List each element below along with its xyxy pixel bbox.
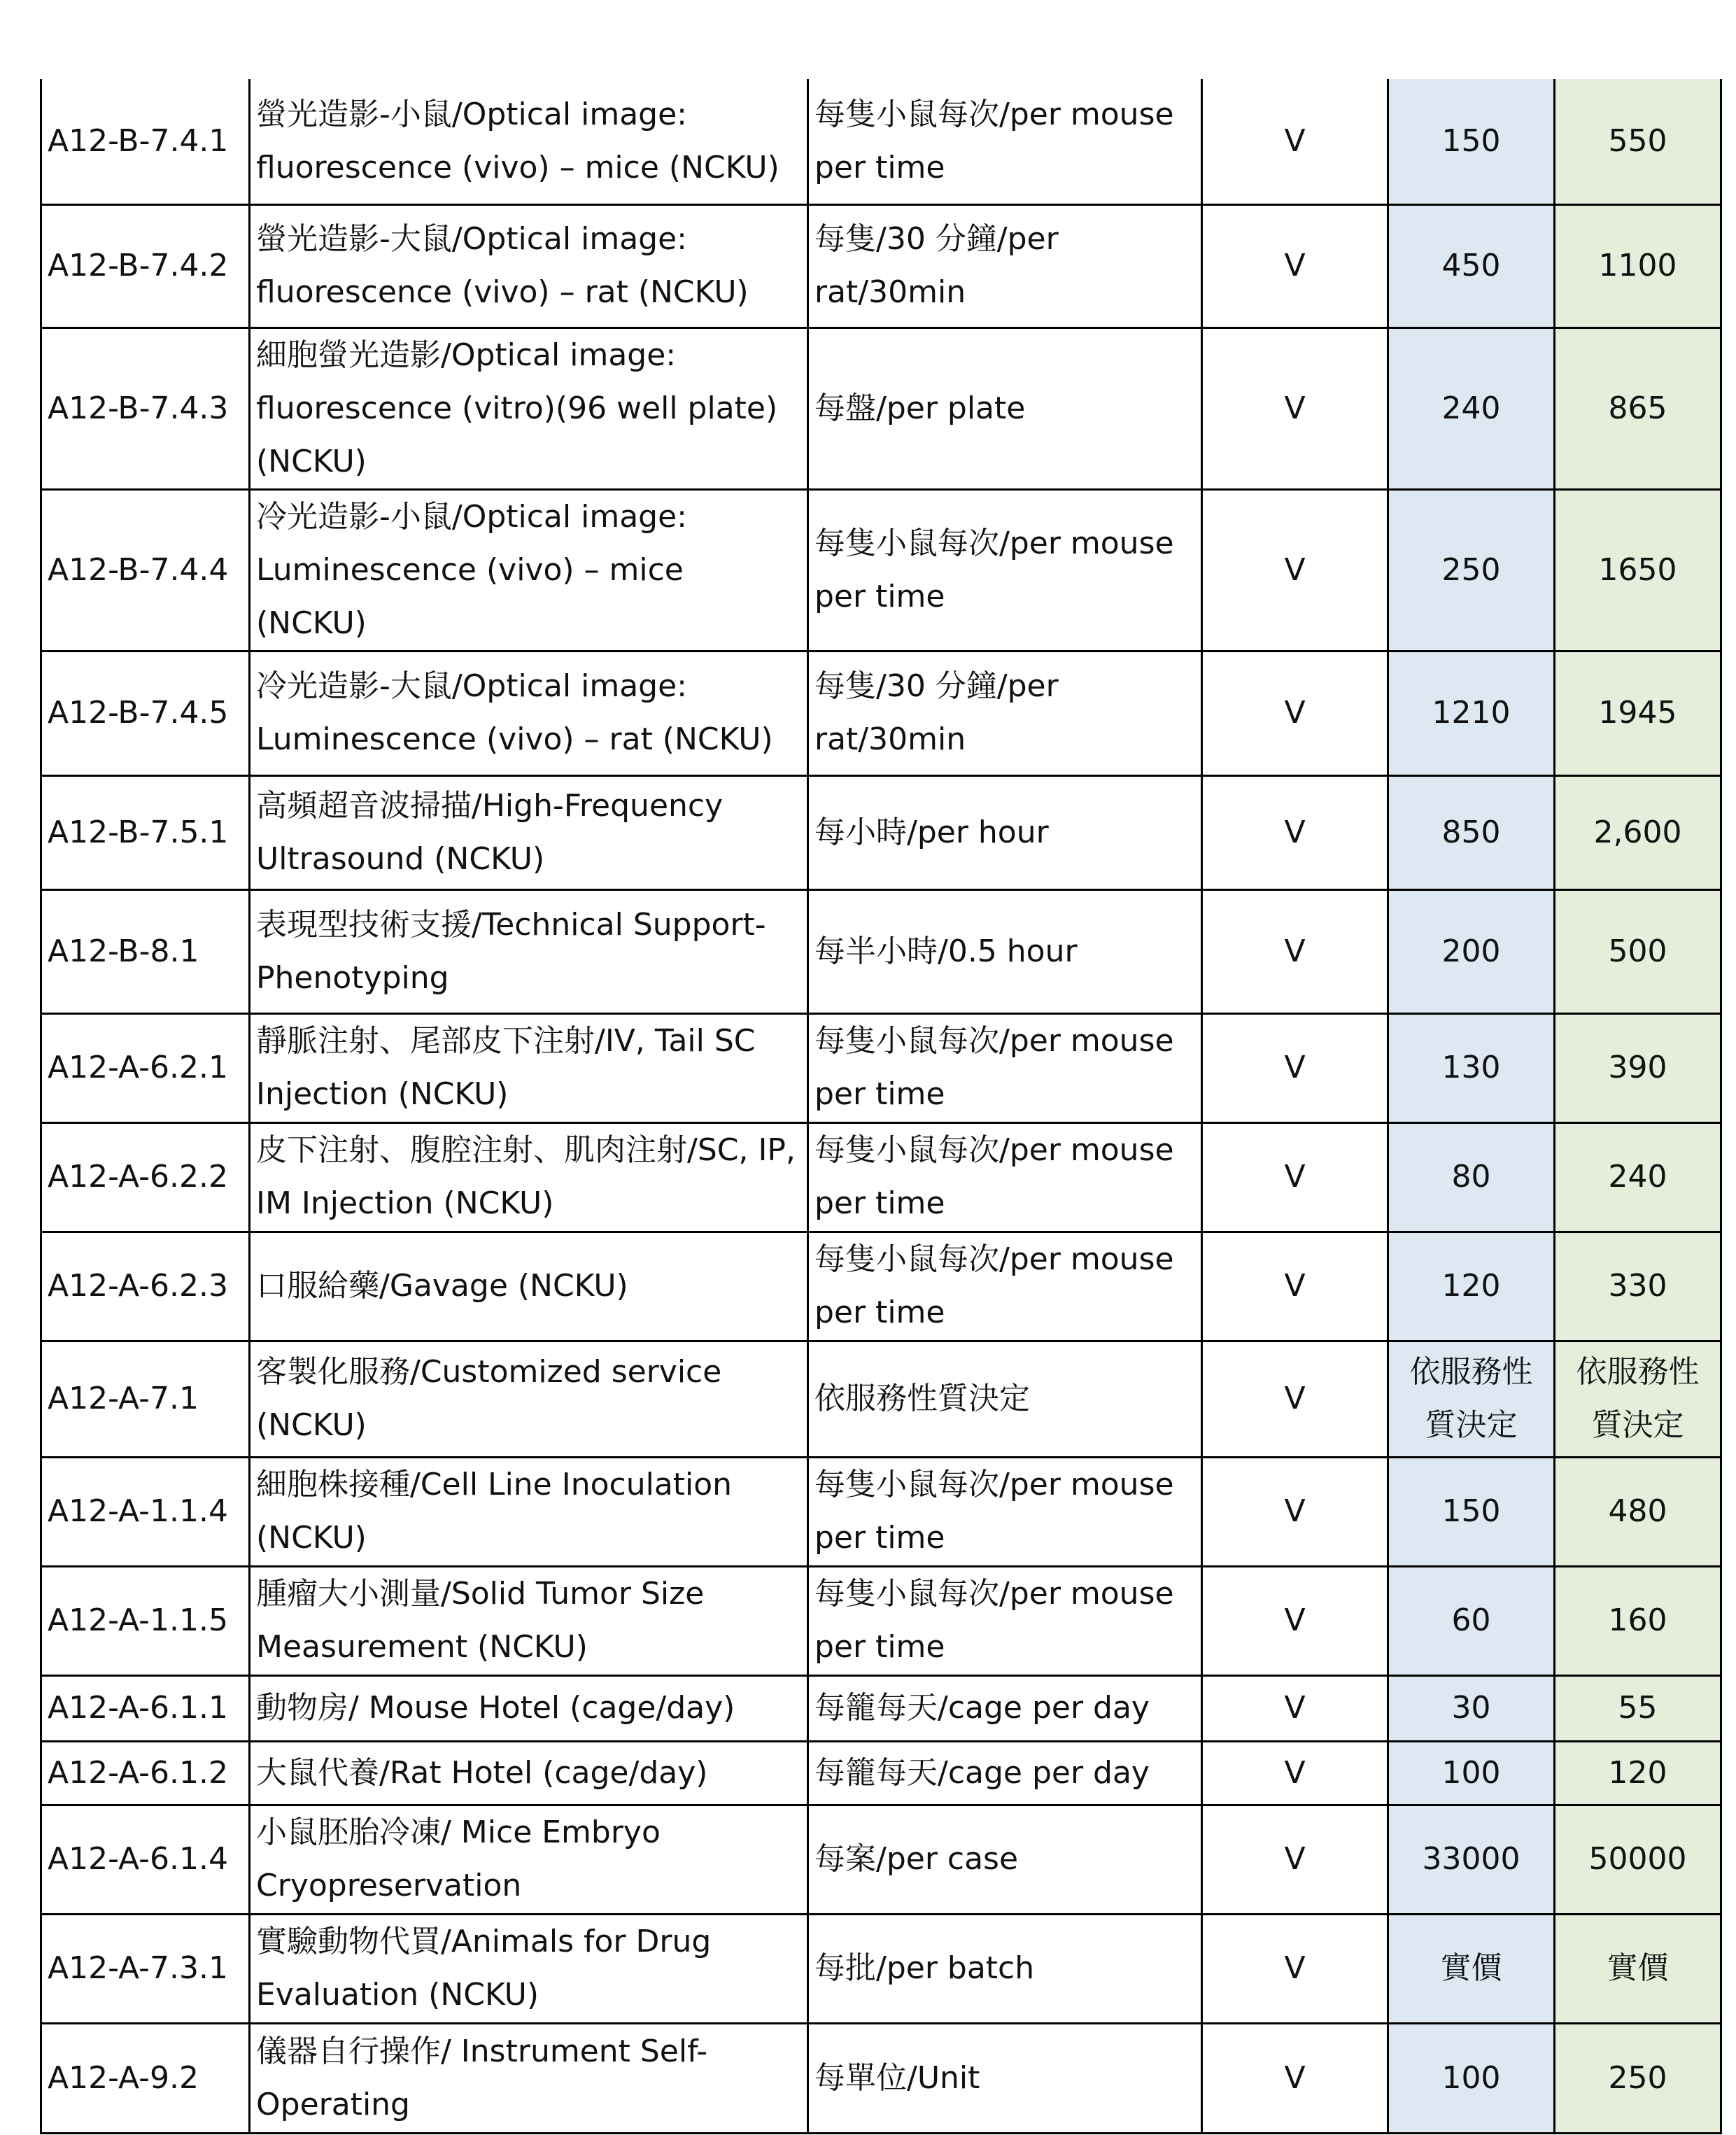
table-row — [41, 1232, 1721, 1341]
service-code: A12-A-1.1.5 — [41, 1566, 250, 1675]
table-row — [41, 204, 1721, 327]
price-internal: 120 — [1388, 1232, 1555, 1341]
price-internal: 30 — [1388, 1675, 1555, 1741]
billing-unit: 每隻小鼠每次/per mouse per time — [808, 1122, 1202, 1232]
price-external: 250 — [1555, 2023, 1721, 2133]
service-name: 冷光造影-小鼠/Optical image: Luminescence (vivo) – mice (NCKU) — [250, 489, 808, 651]
availability-mark: V — [1202, 327, 1388, 489]
service-code: A12-A-6.2.2 — [41, 1122, 250, 1232]
billing-unit: 每籠每天/cage per day — [808, 1675, 1202, 1741]
table-row — [41, 651, 1721, 775]
availability-mark: V — [1202, 775, 1388, 889]
billing-unit: 每盤/per plate — [808, 327, 1202, 489]
service-name: 冷光造影-大鼠/Optical image: Luminescence (vivo) – rat (NCKU) — [250, 651, 808, 775]
service-name: 細胞螢光造影/Optical image: fluorescence (vitro)(96 well plate) (NCKU) — [250, 327, 808, 489]
price-external: 實價 — [1555, 1914, 1721, 2023]
availability-mark: V — [1202, 1805, 1388, 1914]
table-row — [41, 1341, 1721, 1457]
billing-unit: 每小時/per hour — [808, 775, 1202, 889]
billing-unit: 每隻小鼠每次/per mouse per time — [808, 1013, 1202, 1122]
billing-unit: 每單位/Unit — [808, 2023, 1202, 2133]
price-external: 390 — [1555, 1013, 1721, 1122]
service-code: A12-B-7.4.4 — [41, 489, 250, 651]
service-code: A12-A-9.2 — [41, 2023, 250, 2133]
price-external: 1945 — [1555, 651, 1721, 775]
availability-mark: V — [1202, 889, 1388, 1013]
service-code: A12-B-8.1 — [41, 889, 250, 1013]
price-external: 2,600 — [1555, 775, 1721, 889]
service-name: 螢光造影-大鼠/Optical image: fluorescence (vivo) – rat (NCKU) — [250, 204, 808, 327]
price-external: 120 — [1555, 1741, 1721, 1805]
table-row — [41, 889, 1721, 1013]
billing-unit: 每半小時/0.5 hour — [808, 889, 1202, 1013]
availability-mark: V — [1202, 1341, 1388, 1457]
price-external: 160 — [1555, 1566, 1721, 1675]
billing-unit: 每籠每天/cage per day — [808, 1741, 1202, 1805]
table-row — [41, 1805, 1721, 1914]
table-row — [41, 1566, 1721, 1675]
price-internal: 250 — [1388, 489, 1555, 651]
availability-mark: V — [1202, 1457, 1388, 1566]
service-name: 客製化服務/Customized service (NCKU) — [250, 1341, 808, 1457]
service-code: A12-A-6.1.4 — [41, 1805, 250, 1914]
service-code: A12-A-6.2.3 — [41, 1232, 250, 1341]
service-name: 皮下注射、腹腔注射、肌肉注射/SC, IP, IM Injection (NCKU) — [250, 1122, 808, 1232]
price-external: 550 — [1555, 79, 1721, 204]
price-external: 240 — [1555, 1122, 1721, 1232]
table-row — [41, 1914, 1721, 2023]
price-internal: 60 — [1388, 1566, 1555, 1675]
price-internal: 實價 — [1388, 1914, 1555, 2023]
price-internal: 33000 — [1388, 1805, 1555, 1914]
price-external: 50000 — [1555, 1805, 1721, 1914]
service-code: A12-B-7.5.1 — [41, 775, 250, 889]
price-internal: 依服務性質決定 — [1388, 1341, 1555, 1457]
service-name: 實驗動物代買/Animals for Drug Evaluation (NCKU) — [250, 1914, 808, 2023]
price-external: 330 — [1555, 1232, 1721, 1341]
availability-mark: V — [1202, 2023, 1388, 2133]
billing-unit: 每隻/30 分鐘/per rat/30min — [808, 651, 1202, 775]
price-external: 55 — [1555, 1675, 1721, 1741]
service-name: 靜脈注射、尾部皮下注射/IV, Tail SC Injection (NCKU) — [250, 1013, 808, 1122]
service-code: A12-A-6.1.2 — [41, 1741, 250, 1805]
availability-mark: V — [1202, 1122, 1388, 1232]
table-row — [41, 1122, 1721, 1232]
price-internal: 1210 — [1388, 651, 1555, 775]
availability-mark: V — [1202, 204, 1388, 327]
table-row — [41, 1741, 1721, 1805]
price-internal: 150 — [1388, 79, 1555, 204]
price-external: 865 — [1555, 327, 1721, 489]
price-external: 1650 — [1555, 489, 1721, 651]
service-code: A12-B-7.4.1 — [41, 79, 250, 204]
service-name: 高頻超音波掃描/High-Frequency Ultrasound (NCKU) — [250, 775, 808, 889]
availability-mark: V — [1202, 1566, 1388, 1675]
service-name: 小鼠胚胎冷凍/ Mice Embryo Cryopreservation — [250, 1805, 808, 1914]
price-external: 500 — [1555, 889, 1721, 1013]
availability-mark: V — [1202, 79, 1388, 204]
service-name: 儀器自行操作/ Instrument Self-Operating — [250, 2023, 808, 2133]
service-code: A12-A-1.1.4 — [41, 1457, 250, 1566]
billing-unit: 每批/per batch — [808, 1914, 1202, 2023]
availability-mark: V — [1202, 1675, 1388, 1741]
service-name: 螢光造影-小鼠/Optical image: fluorescence (vivo) – mice (NCKU) — [250, 79, 808, 204]
table-row — [41, 1457, 1721, 1566]
service-name: 大鼠代養/Rat Hotel (cage/day) — [250, 1741, 808, 1805]
availability-mark: V — [1202, 1914, 1388, 2023]
service-code: A12-A-7.1 — [41, 1341, 250, 1457]
price-internal: 80 — [1388, 1122, 1555, 1232]
service-code: A12-A-6.1.1 — [41, 1675, 250, 1741]
service-code: A12-B-7.4.3 — [41, 327, 250, 489]
price-internal: 100 — [1388, 1741, 1555, 1805]
billing-unit: 每隻小鼠每次/per mouse per time — [808, 1566, 1202, 1675]
billing-unit: 每隻小鼠每次/per mouse per time — [808, 489, 1202, 651]
billing-unit: 每隻小鼠每次/per mouse per time — [808, 1232, 1202, 1341]
table-row — [41, 775, 1721, 889]
service-name: 表現型技術支援/Technical Support-Phenotyping — [250, 889, 808, 1013]
table-row — [41, 327, 1721, 489]
billing-unit: 依服務性質決定 — [808, 1341, 1202, 1457]
availability-mark: V — [1202, 1232, 1388, 1341]
billing-unit: 每隻小鼠每次/per mouse per time — [808, 79, 1202, 204]
price-external: 1100 — [1555, 204, 1721, 327]
price-internal: 100 — [1388, 2023, 1555, 2133]
billing-unit: 每隻/30 分鐘/per rat/30min — [808, 204, 1202, 327]
price-internal: 450 — [1388, 204, 1555, 327]
table-row — [41, 2023, 1721, 2133]
service-name: 細胞株接種/Cell Line Inoculation (NCKU) — [250, 1457, 808, 1566]
service-name: 口服給藥/Gavage (NCKU) — [250, 1232, 808, 1341]
billing-unit: 每隻小鼠每次/per mouse per time — [808, 1457, 1202, 1566]
service-code: A12-A-7.3.1 — [41, 1914, 250, 2023]
availability-mark: V — [1202, 1013, 1388, 1122]
price-internal: 150 — [1388, 1457, 1555, 1566]
billing-unit: 每案/per case — [808, 1805, 1202, 1914]
price-external: 依服務性質決定 — [1555, 1341, 1721, 1457]
table-row — [41, 79, 1721, 204]
price-internal: 200 — [1388, 889, 1555, 1013]
table-row — [41, 489, 1721, 651]
table-row — [41, 1013, 1721, 1122]
service-code: A12-B-7.4.2 — [41, 204, 250, 327]
service-name: 動物房/ Mouse Hotel (cage/day) — [250, 1675, 808, 1741]
service-code: A12-B-7.4.5 — [41, 651, 250, 775]
price-internal: 130 — [1388, 1013, 1555, 1122]
fee-table — [40, 79, 1722, 2134]
fee-table-body — [41, 79, 1721, 2133]
table-row — [41, 1675, 1721, 1741]
service-name: 腫瘤大小測量/Solid Tumor Size Measurement (NCKU) — [250, 1566, 808, 1675]
price-internal: 850 — [1388, 775, 1555, 889]
availability-mark: V — [1202, 1741, 1388, 1805]
price-external: 480 — [1555, 1457, 1721, 1566]
price-internal: 240 — [1388, 327, 1555, 489]
service-code: A12-A-6.2.1 — [41, 1013, 250, 1122]
availability-mark: V — [1202, 651, 1388, 775]
availability-mark: V — [1202, 489, 1388, 651]
